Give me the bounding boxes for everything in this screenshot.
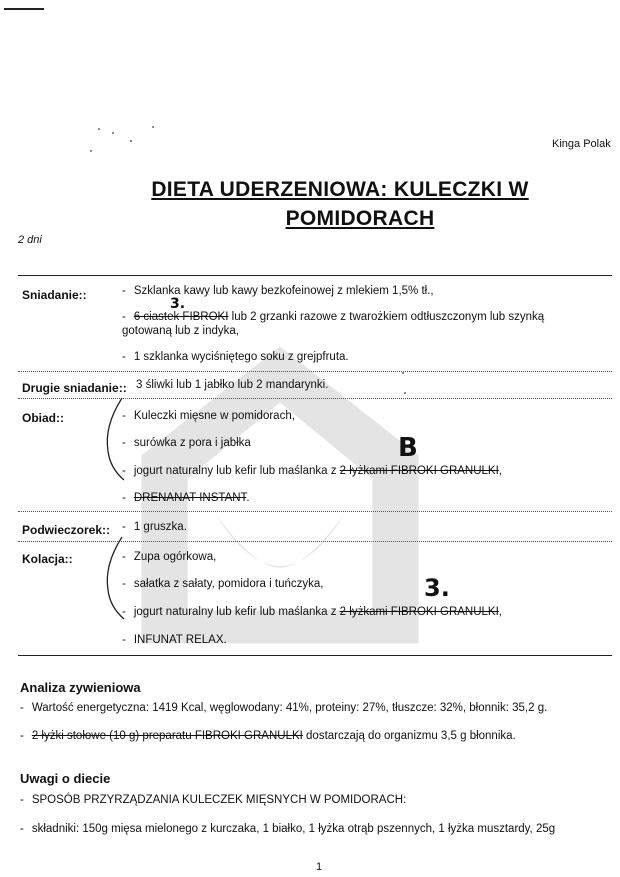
lunch-label: Obiad::	[22, 411, 64, 425]
notes-line-1: - SPOSÓB PRZYRZĄDZANIA KULECZEK MIĘSNYCH W POMIDORACH:	[20, 794, 407, 806]
handwritten-note: 3.	[424, 574, 450, 602]
divider	[18, 371, 612, 372]
handwritten-note: B	[398, 433, 418, 463]
dinner-item-4: - INFUNAT RELAX.	[122, 634, 227, 646]
second-breakfast-item-1: 3 śliwki lub 1 jabłko lub 2 mandarynki.	[136, 379, 329, 391]
second-breakfast-label: Drugie sniadanie::	[22, 381, 127, 395]
divider	[18, 511, 612, 512]
breakfast-label: Sniadanie::	[22, 288, 87, 302]
lunch-item-4: - DRENANAT INSTANT.	[122, 492, 250, 504]
lunch-item-2: - surówka z pora i jabłka	[122, 437, 251, 449]
page-title-line-1: DIETA UDERZENIOWA: KULECZKI W	[151, 178, 529, 201]
breakfast-item-2-cont: gotowaną lub z indyka,	[122, 325, 239, 337]
snack-label: Podwieczorek::	[22, 523, 111, 537]
breakfast-item-2: - 6 ciastek FIBROKI lub 2 grzanki razowe z twarożkiem odtłuszczonym lub szynką	[122, 311, 545, 323]
analysis-heading: Analiza zywieniowa	[20, 680, 141, 695]
divider	[18, 275, 612, 276]
snack-item-1: - 1 gruszka.	[122, 521, 187, 533]
diet-duration: 2 dni	[18, 234, 42, 246]
dinner-item-1: - Zupa ogórkowa,	[122, 551, 217, 563]
notes-line-2: - składniki: 150g mięsa mielonego z kurczaka, 1 białko, 1 łyżka otrąb pszennych, 1 łyżka musztardy, 25g	[20, 823, 556, 835]
lunch-item-1: - Kuleczki mięsne w pomidorach,	[122, 410, 295, 422]
dinner-item-2: - sałatka z sałaty, pomidora i tuńczyka,	[122, 578, 324, 590]
notes-heading: Uwagi o diecie	[20, 771, 111, 786]
page-number: 1	[316, 861, 323, 873]
dinner-item-3: - jogurt naturalny lub kefir lub maślanka z 2 łyżkami FIBROKI GRANULKI,	[122, 606, 502, 618]
analysis-line-2: - 2 łyżki stołowe (10 g) preparatu FIBROKI GRANULKI dostarczają do organizmu 3,5 g błonnika.	[20, 730, 516, 742]
lunch-item-3: - jogurt naturalny lub kefir lub maślanka z 2 łyżkami FIBROKI GRANULKI,	[122, 465, 502, 477]
dinner-label: Kolacja::	[22, 552, 73, 566]
handwritten-note: 3.	[170, 296, 186, 312]
scan-mark	[4, 8, 44, 10]
analysis-line-1: - Wartość energetyczna: 1419 Kcal, węglowodany: 41%, proteiny: 27%, tłuszcze: 32%, błonnik: 35,2 g.	[20, 702, 548, 714]
page-title-line-2: POMIDORACH	[285, 207, 435, 230]
breakfast-item-3: - 1 szklanka wyciśniętego soku z grejpfruta.	[122, 351, 349, 363]
divider	[18, 655, 612, 656]
author-name: Kinga Polak	[552, 138, 611, 150]
breakfast-item-1: - Szklanka kawy lub kawy bezkofeinowej z mlekiem 1,5% tł.,	[122, 285, 434, 297]
